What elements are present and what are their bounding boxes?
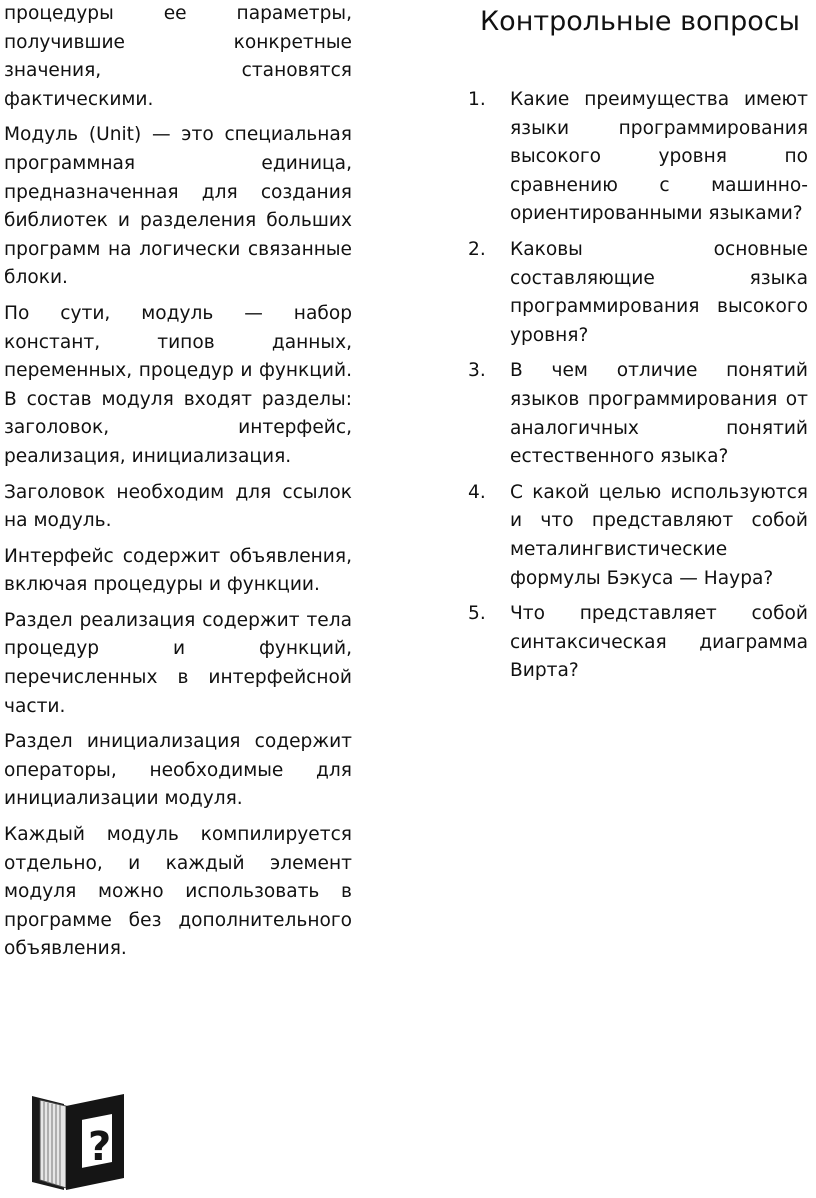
question-number: 1. [468,89,486,110]
question-item [468,236,808,350]
question-text: С какой целью используются и что представляют собой металингвистические формулы Бэкуса — Наура? [510,481,808,589]
question-text: Каковы основные составляющие языка программирования высокого уровня? [510,238,808,346]
questions-list [468,86,808,686]
question-text: В чем отличие понятий языков программирования от аналогичных понятий естественного языка? [510,360,808,468]
question-text: Что представляет собой синтаксическая диаграмма Вирта? [510,603,808,682]
question-item [468,600,808,686]
paragraph-initialization: Раздел инициализация содержит операторы, необходимые для инициализации модуля. [4,731,352,810]
question-number: 2. [468,238,486,260]
paragraph-interface: Интерфейс содержит объявления, включая процедуры и функции. [4,545,352,596]
paragraph-compilation: Каждый модуль компилируется отдельно, и каждый элемент модуля можно использовать в программе без дополнительного объявления. [4,824,352,960]
question-number: 4. [468,481,486,503]
section-title: Контрольные вопросы [480,6,800,37]
question-item [468,479,808,593]
left-column [4,0,352,971]
question-item [468,86,808,229]
question-number: 5. [468,603,486,625]
question-number: 3. [468,360,486,382]
question-item [468,357,808,471]
book-question-icon [30,1092,126,1192]
right-column [468,0,808,693]
paragraph-implementation: Раздел реализация содержит тела процедур и функций, перечисленных в интерфейсной части. [4,609,352,717]
question-text: Какие преимущества имеют языки программирования высокого уровня по сравнению с машинно-ориентированными языками? [510,89,808,225]
paragraph-unit-definition: Модуль (Unit) — это специальная программная единица, предназначенная для создания библиотек и разделения больших программ на логически связанные блоки. [4,124,352,289]
paragraph-unit-contents: По сути, модуль — набор констант, типов данных, переменных, процедур и функций. В состав модуля входят разделы: заголовок, интерфейс, реализация, инициализация. [4,302,352,467]
paragraph-header: Заголовок необходим для ссылок на модуль. [4,481,352,532]
svg-text:?: ? [88,1124,112,1170]
paragraph-params: процедуры ее параметры, получившие конкретные значения, становятся фактическими. [4,3,352,110]
